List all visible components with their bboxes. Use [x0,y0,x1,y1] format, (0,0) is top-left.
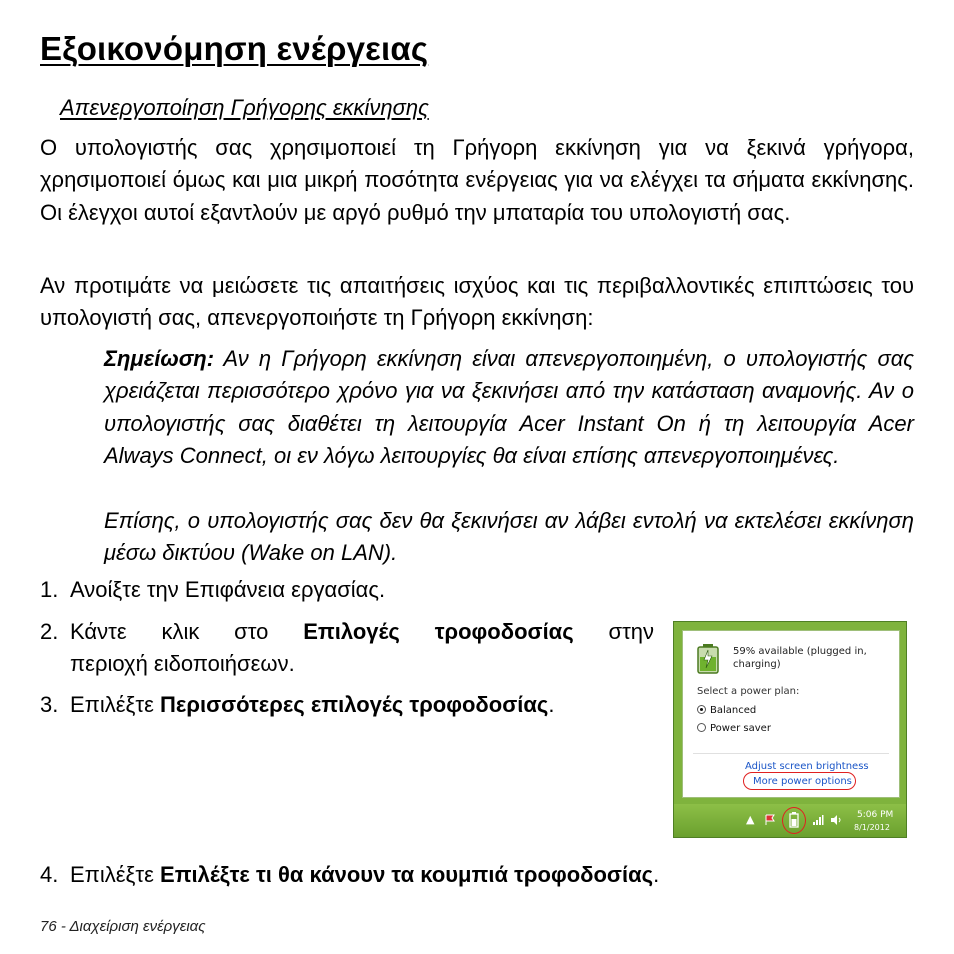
step-text: Ανοίξτε την Επιφάνεια εργασίας. [70,577,386,602]
network-signal-icon[interactable] [812,814,824,826]
step-text: Επιλέξτε [70,862,161,887]
battery-status-line1: 59% available (plugged in, [733,646,867,657]
volume-icon[interactable] [830,814,842,826]
plan-option-label: Power saver [710,723,771,734]
page-footer: 76 - Διαχείριση ενέργειας [40,918,206,935]
step-bold: Περισσότερες επιλογές τροφοδοσίας [160,692,549,717]
instruction-paragraph: Αν προτιμάτε να μειώσετε τις απαιτήσεις ισχύος και τις περιβαλλοντικές επιπτώσεις του υπολογιστή σας, απενεργοποιήστε τη Γρήγορη εκκίνηση: [40,273,914,331]
step-4 [40,859,914,891]
clock-date[interactable]: 8/1/2012 [854,823,890,832]
power-popup [682,630,900,798]
step-number: 2. [40,619,59,644]
action-center-flag-icon[interactable] [764,814,776,826]
step-3 [40,689,660,721]
step-text: Κάντε κλικ στο [70,619,304,644]
adjust-brightness-link[interactable]: Adjust screen brightness [745,761,869,772]
power-plan-label: Select a power plan: [697,686,800,697]
radio-selected-icon[interactable] [697,705,706,714]
clock-time[interactable]: 5:06 PM [857,810,894,820]
step-number: 1. [40,577,59,602]
more-power-options-link[interactable]: More power options [753,776,852,787]
step-text-after: . [548,692,555,717]
step-text: Επιλέξτε [70,692,161,717]
radio-unselected-icon[interactable] [697,723,706,732]
step-number: 3. [40,692,59,717]
power-popup-screenshot [673,621,907,838]
battery-charging-icon [697,644,719,674]
battery-status [733,645,893,671]
battery-status-line2: charging) [733,659,781,670]
highlight-circle [743,772,856,790]
plan-option-power-saver[interactable] [697,723,771,734]
step-text-after: . [653,862,660,887]
step-2 [40,616,654,648]
divider [693,753,889,754]
plan-option-balanced[interactable] [697,705,756,716]
show-hidden-icons-icon[interactable]: ▲ [746,813,755,826]
step-2-line2: περιοχή ειδοποιήσεων. [70,651,295,676]
step-1 [40,574,640,606]
note-continuation: Επίσης, ο υπολογιστής σας δεν θα ξεκινήσει αν λάβει εντολή να εκτελέσει εκκίνηση μέσω δικτύου (Wake on LAN). [104,508,914,566]
step-text-after: στην [573,619,654,644]
note-label: Σημείωση: [104,346,215,371]
intro-paragraph: Ο υπολογιστής σας χρησιμοποιεί τη Γρήγορη εκκίνηση για να ξεκινά γρήγορα, χρησιμοποιεί όμως και μια μικρή ποσότητα ενέργειας για να ελέγχει τα σήματα εκκίνησης. Οι έλεγχοι αυτοί εξαντλούν με αργό ρυθμό την μπαταρία του υπολογιστή σας. [40,135,914,225]
tray-highlight-circle [782,807,806,834]
page-title: Εξοικονόμηση ενέργειας [40,30,429,67]
step-number: 4. [40,862,59,887]
plan-option-label: Balanced [710,705,757,716]
note-text: Αν η Γρήγορη εκκίνηση είναι απενεργοποιημένη, ο υπολογιστής σας χρειάζεται περισσότερο χρόνο για να ξεκινήσει από την κατάσταση αναμονής. Αν ο υπολογιστής σας διαθέτει τη λειτουργία Acer Instant On ή τη λειτουργία Acer Always Connect, οι εν λόγω λειτουργίες θα είναι επίσης απενεργοποιημένες. [104,346,915,468]
taskbar [674,804,906,837]
note-block [104,343,914,472]
section-heading: Απενεργοποίηση Γρήγορης εκκίνησης [60,95,429,120]
step-bold: Επιλέξτε τι θα κάνουν τα κουμπιά τροφοδοσίας [160,862,654,887]
step-bold: Επιλογές τροφοδοσίας [303,619,574,644]
